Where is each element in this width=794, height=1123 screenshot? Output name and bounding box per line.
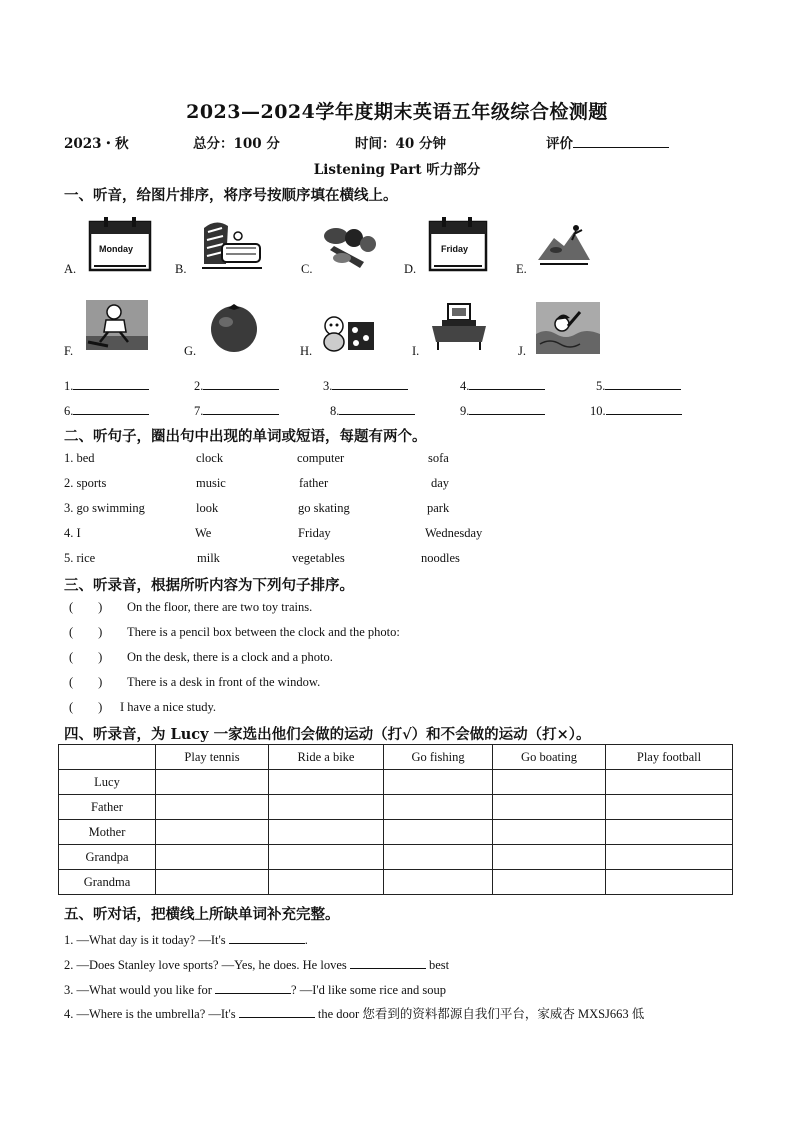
answer-3: 3.	[323, 375, 408, 394]
answer-cell[interactable]	[156, 770, 269, 795]
food-icon	[320, 222, 380, 272]
sofa-bathtub-icon	[196, 218, 266, 272]
answer-blank[interactable]	[332, 375, 408, 390]
answer-cell[interactable]	[493, 795, 606, 820]
section4-heading: 四、听录音，为 Lucy 一家选出他们会做的运动（打√）和不会做的运动（打×）。	[64, 726, 591, 743]
table-row	[59, 820, 733, 845]
column-header: Go boating	[493, 745, 606, 770]
sentence-item: I have a nice study.	[120, 700, 217, 714]
word-option[interactable]: milk	[197, 551, 220, 565]
word-option[interactable]: park	[427, 501, 450, 515]
sports-table	[58, 744, 733, 895]
answer-cell[interactable]	[606, 795, 733, 820]
answer-cell[interactable]	[156, 845, 269, 870]
time-label: 时间：40 分钟	[355, 136, 446, 152]
picture-letter-d: D.	[404, 262, 417, 276]
answer-6: 6.	[64, 400, 149, 419]
answer-blank[interactable]	[469, 400, 545, 415]
answer-blank[interactable]	[606, 400, 682, 415]
girl-swimming-icon	[534, 300, 602, 356]
fill-blank[interactable]	[239, 1003, 315, 1018]
answer-2: 2.	[194, 375, 279, 394]
order-bracket[interactable]: ( )	[69, 675, 103, 689]
answer-cell[interactable]	[384, 845, 493, 870]
baby-toy-icon	[320, 312, 378, 354]
answer-blank[interactable]	[339, 400, 415, 415]
table-row	[59, 845, 733, 870]
picture-letter-j: J.	[518, 344, 526, 358]
sentence-item: On the floor, there are two toy trains.	[127, 600, 313, 614]
answer-cell[interactable]	[384, 770, 493, 795]
term-label: 2023・秋	[64, 136, 129, 152]
order-bracket[interactable]: ( )	[69, 600, 103, 614]
total-score-label: 总分：100 分	[193, 136, 280, 152]
column-header: Play tennis	[156, 745, 269, 770]
sentence-item: There is a desk in front of the window.	[127, 675, 321, 689]
answer-9: 9.	[460, 400, 545, 419]
word-option[interactable]: 2. sports	[64, 476, 107, 490]
word-option[interactable]: 4. I	[64, 526, 81, 540]
dialogue-item-2: 2. —Does Stanley love sports? —Yes, he does. He loves best	[64, 954, 449, 973]
picture-letter-b: B.	[175, 262, 187, 276]
answer-blank[interactable]	[605, 375, 681, 390]
mountain-climbing-icon	[536, 220, 592, 270]
answer-cell[interactable]	[493, 820, 606, 845]
word-option[interactable]: vegetables	[292, 551, 345, 565]
order-bracket[interactable]: ( )	[69, 700, 103, 714]
answer-cell[interactable]	[156, 820, 269, 845]
section3-heading: 三、听录音，根据所听内容为下列句子排序。	[64, 577, 354, 594]
answer-cell[interactable]	[269, 845, 384, 870]
section1-heading: 一、听音，给图片排序，将序号按顺序填在横线上。	[64, 187, 398, 204]
answer-cell[interactable]	[384, 795, 493, 820]
answer-5: 5.	[596, 375, 681, 394]
answer-1: 1.	[64, 375, 149, 394]
section-subtitle: Listening Part 听力部分	[313, 162, 481, 178]
word-option[interactable]: 1. bed	[64, 451, 95, 465]
computer-desk-icon	[428, 300, 490, 352]
answer-cell[interactable]	[156, 870, 269, 895]
order-bracket[interactable]: ( )	[69, 625, 103, 639]
column-header: Play football	[606, 745, 733, 770]
evaluation-blank[interactable]	[573, 133, 669, 148]
picture-letter-g: G.	[184, 344, 197, 358]
table-row	[59, 870, 733, 895]
answer-cell[interactable]	[493, 870, 606, 895]
answer-blank[interactable]	[469, 375, 545, 390]
dialogue-item-3: 3. —What would you like for ? —I'd like some rice and soup	[64, 979, 446, 998]
answer-cell[interactable]	[384, 870, 493, 895]
table-header-row	[59, 745, 733, 770]
evaluation-label: 评价	[546, 132, 669, 152]
table-corner	[59, 745, 156, 770]
word-option[interactable]: go skating	[298, 501, 350, 515]
row-label: Mother	[59, 820, 156, 845]
row-label: Father	[59, 795, 156, 820]
picture-letter-a: A.	[64, 262, 77, 276]
answer-cell[interactable]	[269, 820, 384, 845]
answer-cell[interactable]	[493, 845, 606, 870]
answer-blank[interactable]	[203, 400, 279, 415]
word-option[interactable]: music	[196, 476, 226, 490]
tomato-icon	[206, 300, 262, 354]
table-row	[59, 795, 733, 820]
answer-cell[interactable]	[606, 845, 733, 870]
answer-cell[interactable]	[156, 795, 269, 820]
word-option[interactable]: father	[299, 476, 329, 490]
row-label: Grandma	[59, 870, 156, 895]
answer-cell[interactable]	[269, 795, 384, 820]
calendar-caption-monday: Monday	[99, 244, 134, 254]
word-option[interactable]: Friday	[298, 526, 331, 540]
word-option[interactable]: look	[196, 501, 219, 515]
answer-cell[interactable]	[269, 770, 384, 795]
answer-cell[interactable]	[384, 820, 493, 845]
answer-blank[interactable]	[203, 375, 279, 390]
picture-letter-f: F.	[64, 344, 74, 358]
picture-letter-i: I.	[412, 344, 420, 358]
page-title: 2023—2024学年度期末英语五年级综合检测题	[186, 101, 608, 123]
answer-cell[interactable]	[606, 770, 733, 795]
picture-letter-c: C.	[301, 262, 313, 276]
dialogue-item-4: 4. —Where is the umbrella? —It's the door 您看到的资料都源自我们平台，家威杏 MXSJ663 低	[64, 1003, 644, 1022]
word-option[interactable]: day	[431, 476, 450, 490]
boy-running-icon	[84, 298, 150, 352]
row-label: Grandpa	[59, 845, 156, 870]
sentence-item: On the desk, there is a clock and a photo.	[127, 650, 333, 664]
picture-letter-h: H.	[300, 344, 313, 358]
answer-cell[interactable]	[493, 770, 606, 795]
answer-10: 10.	[590, 400, 682, 419]
order-bracket[interactable]: ( )	[69, 650, 103, 664]
dialogue-item-1: 1. —What day is it today? —It's .	[64, 929, 308, 948]
word-option[interactable]: noodles	[421, 551, 460, 565]
fill-blank[interactable]	[215, 979, 291, 994]
answer-cell[interactable]	[606, 820, 733, 845]
answer-blank[interactable]	[73, 375, 149, 390]
answer-8: 8.	[330, 400, 415, 419]
sentence-item: There is a pencil box between the clock and the photo:	[127, 625, 400, 639]
section2-heading: 二、听句子，圈出句中出现的单词或短语，每题有两个。	[64, 428, 427, 445]
word-option[interactable]: We	[195, 526, 212, 540]
answer-cell[interactable]	[269, 870, 384, 895]
answer-blank[interactable]	[73, 400, 149, 415]
fill-blank[interactable]	[229, 929, 305, 944]
word-option[interactable]: clock	[196, 451, 224, 465]
section5-heading: 五、听对话，把横线上所缺单词补充完整。	[64, 906, 340, 923]
answer-4: 4.	[460, 375, 545, 394]
calendar-caption-friday: Friday	[441, 244, 469, 254]
column-header: Ride a bike	[269, 745, 384, 770]
word-option[interactable]: sofa	[428, 451, 449, 465]
word-option[interactable]: 3. go swimming	[64, 501, 145, 515]
picture-letter-e: E.	[516, 262, 527, 276]
column-header: Go fishing	[384, 745, 493, 770]
row-label: Lucy	[59, 770, 156, 795]
word-option[interactable]: 5. rice	[64, 551, 96, 565]
table-row	[59, 770, 733, 795]
word-option[interactable]: computer	[297, 451, 345, 465]
word-option[interactable]: Wednesday	[425, 526, 483, 540]
answer-cell[interactable]	[606, 870, 733, 895]
fill-blank[interactable]	[350, 954, 426, 969]
answer-7: 7.	[194, 400, 279, 419]
